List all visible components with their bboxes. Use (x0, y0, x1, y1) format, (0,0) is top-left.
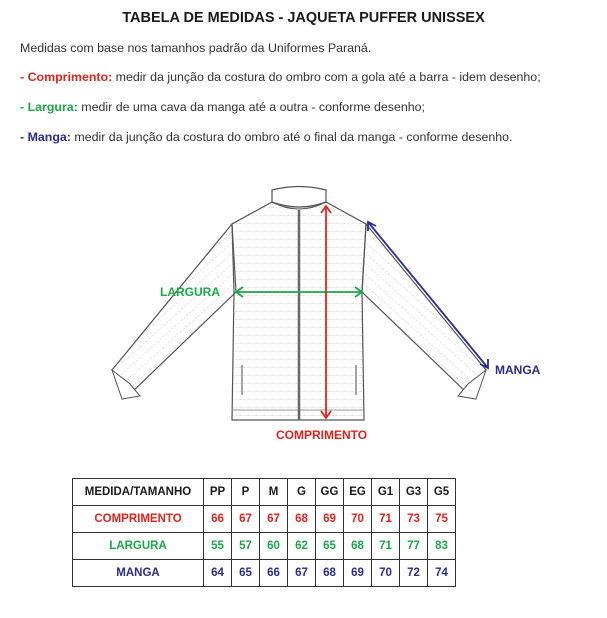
definition-manga-label: - Manga: (20, 130, 71, 144)
table-cell: 71 (372, 533, 400, 560)
table-row-largura (73, 533, 456, 560)
largura-label: LARGURA (160, 285, 220, 299)
definition-largura-label: - Largura: (20, 100, 78, 114)
size-header: M (260, 479, 288, 506)
table-cell: 68 (316, 560, 344, 587)
collar (272, 187, 326, 208)
size-header: G1 (372, 479, 400, 506)
table-row-comprimento (73, 506, 456, 533)
left-sleeve (112, 224, 236, 394)
table-cell: 73 (400, 506, 428, 533)
table-cell: 71 (372, 506, 400, 533)
right-sleeve (362, 224, 486, 394)
table-cell: 68 (344, 533, 372, 560)
intro-text: Medidas com base nos tamanhos padrão da Uniformes Paraná. (20, 41, 372, 55)
manga-label: MANGA (495, 363, 541, 377)
definition-largura-text: medir de uma cava da manga até a outra - conforme desenho; (77, 100, 425, 114)
table-cell: 77 (400, 533, 428, 560)
table-header-row (73, 479, 456, 506)
table-cell: 65 (316, 533, 344, 560)
definition-comprimento-label: - Comprimento: (20, 70, 113, 84)
size-header: P (232, 479, 260, 506)
table-cell: 70 (372, 560, 400, 587)
row-label: LARGURA (73, 533, 204, 560)
table-cell: 57 (232, 533, 260, 560)
table-cell: 62 (288, 533, 316, 560)
table-cell: 65 (232, 560, 260, 587)
size-header: G3 (400, 479, 428, 506)
table-cell: 75 (428, 506, 456, 533)
table-header-label: MEDIDA/TAMANHO (73, 479, 204, 506)
table-cell: 67 (260, 506, 288, 533)
table-cell: 67 (288, 560, 316, 587)
size-header: G (288, 479, 316, 506)
table-cell: 60 (260, 533, 288, 560)
page-title: TABELA DE MEDIDAS - JAQUETA PUFFER UNISSEX (122, 10, 485, 26)
table-cell: 64 (204, 560, 232, 587)
table-cell: 55 (204, 533, 232, 560)
definition-comprimento-text: medir da junção da costura do ombro com a gola até a barra - idem desenho; (112, 70, 541, 84)
table-cell: 67 (232, 506, 260, 533)
size-header: PP (204, 479, 232, 506)
size-header: EG (344, 479, 372, 506)
size-header: G5 (428, 479, 456, 506)
table-cell: 66 (260, 560, 288, 587)
table-cell: 66 (204, 506, 232, 533)
table-cell: 74 (428, 560, 456, 587)
row-label: COMPRIMENTO (73, 506, 204, 533)
table-row-manga (73, 560, 456, 587)
row-label: MANGA (73, 560, 204, 587)
table-cell: 69 (316, 506, 344, 533)
measurements-table (72, 478, 456, 587)
table-cell: 70 (344, 506, 372, 533)
table-cell: 72 (400, 560, 428, 587)
table-cell: 83 (428, 533, 456, 560)
table-cell: 69 (344, 560, 372, 587)
table-cell: 68 (288, 506, 316, 533)
definition-manga-text: medir da junção da costura do ombro até o final da manga - conforme desenho. (70, 130, 513, 144)
size-header: GG (316, 479, 344, 506)
comprimento-label: COMPRIMENTO (276, 428, 368, 442)
